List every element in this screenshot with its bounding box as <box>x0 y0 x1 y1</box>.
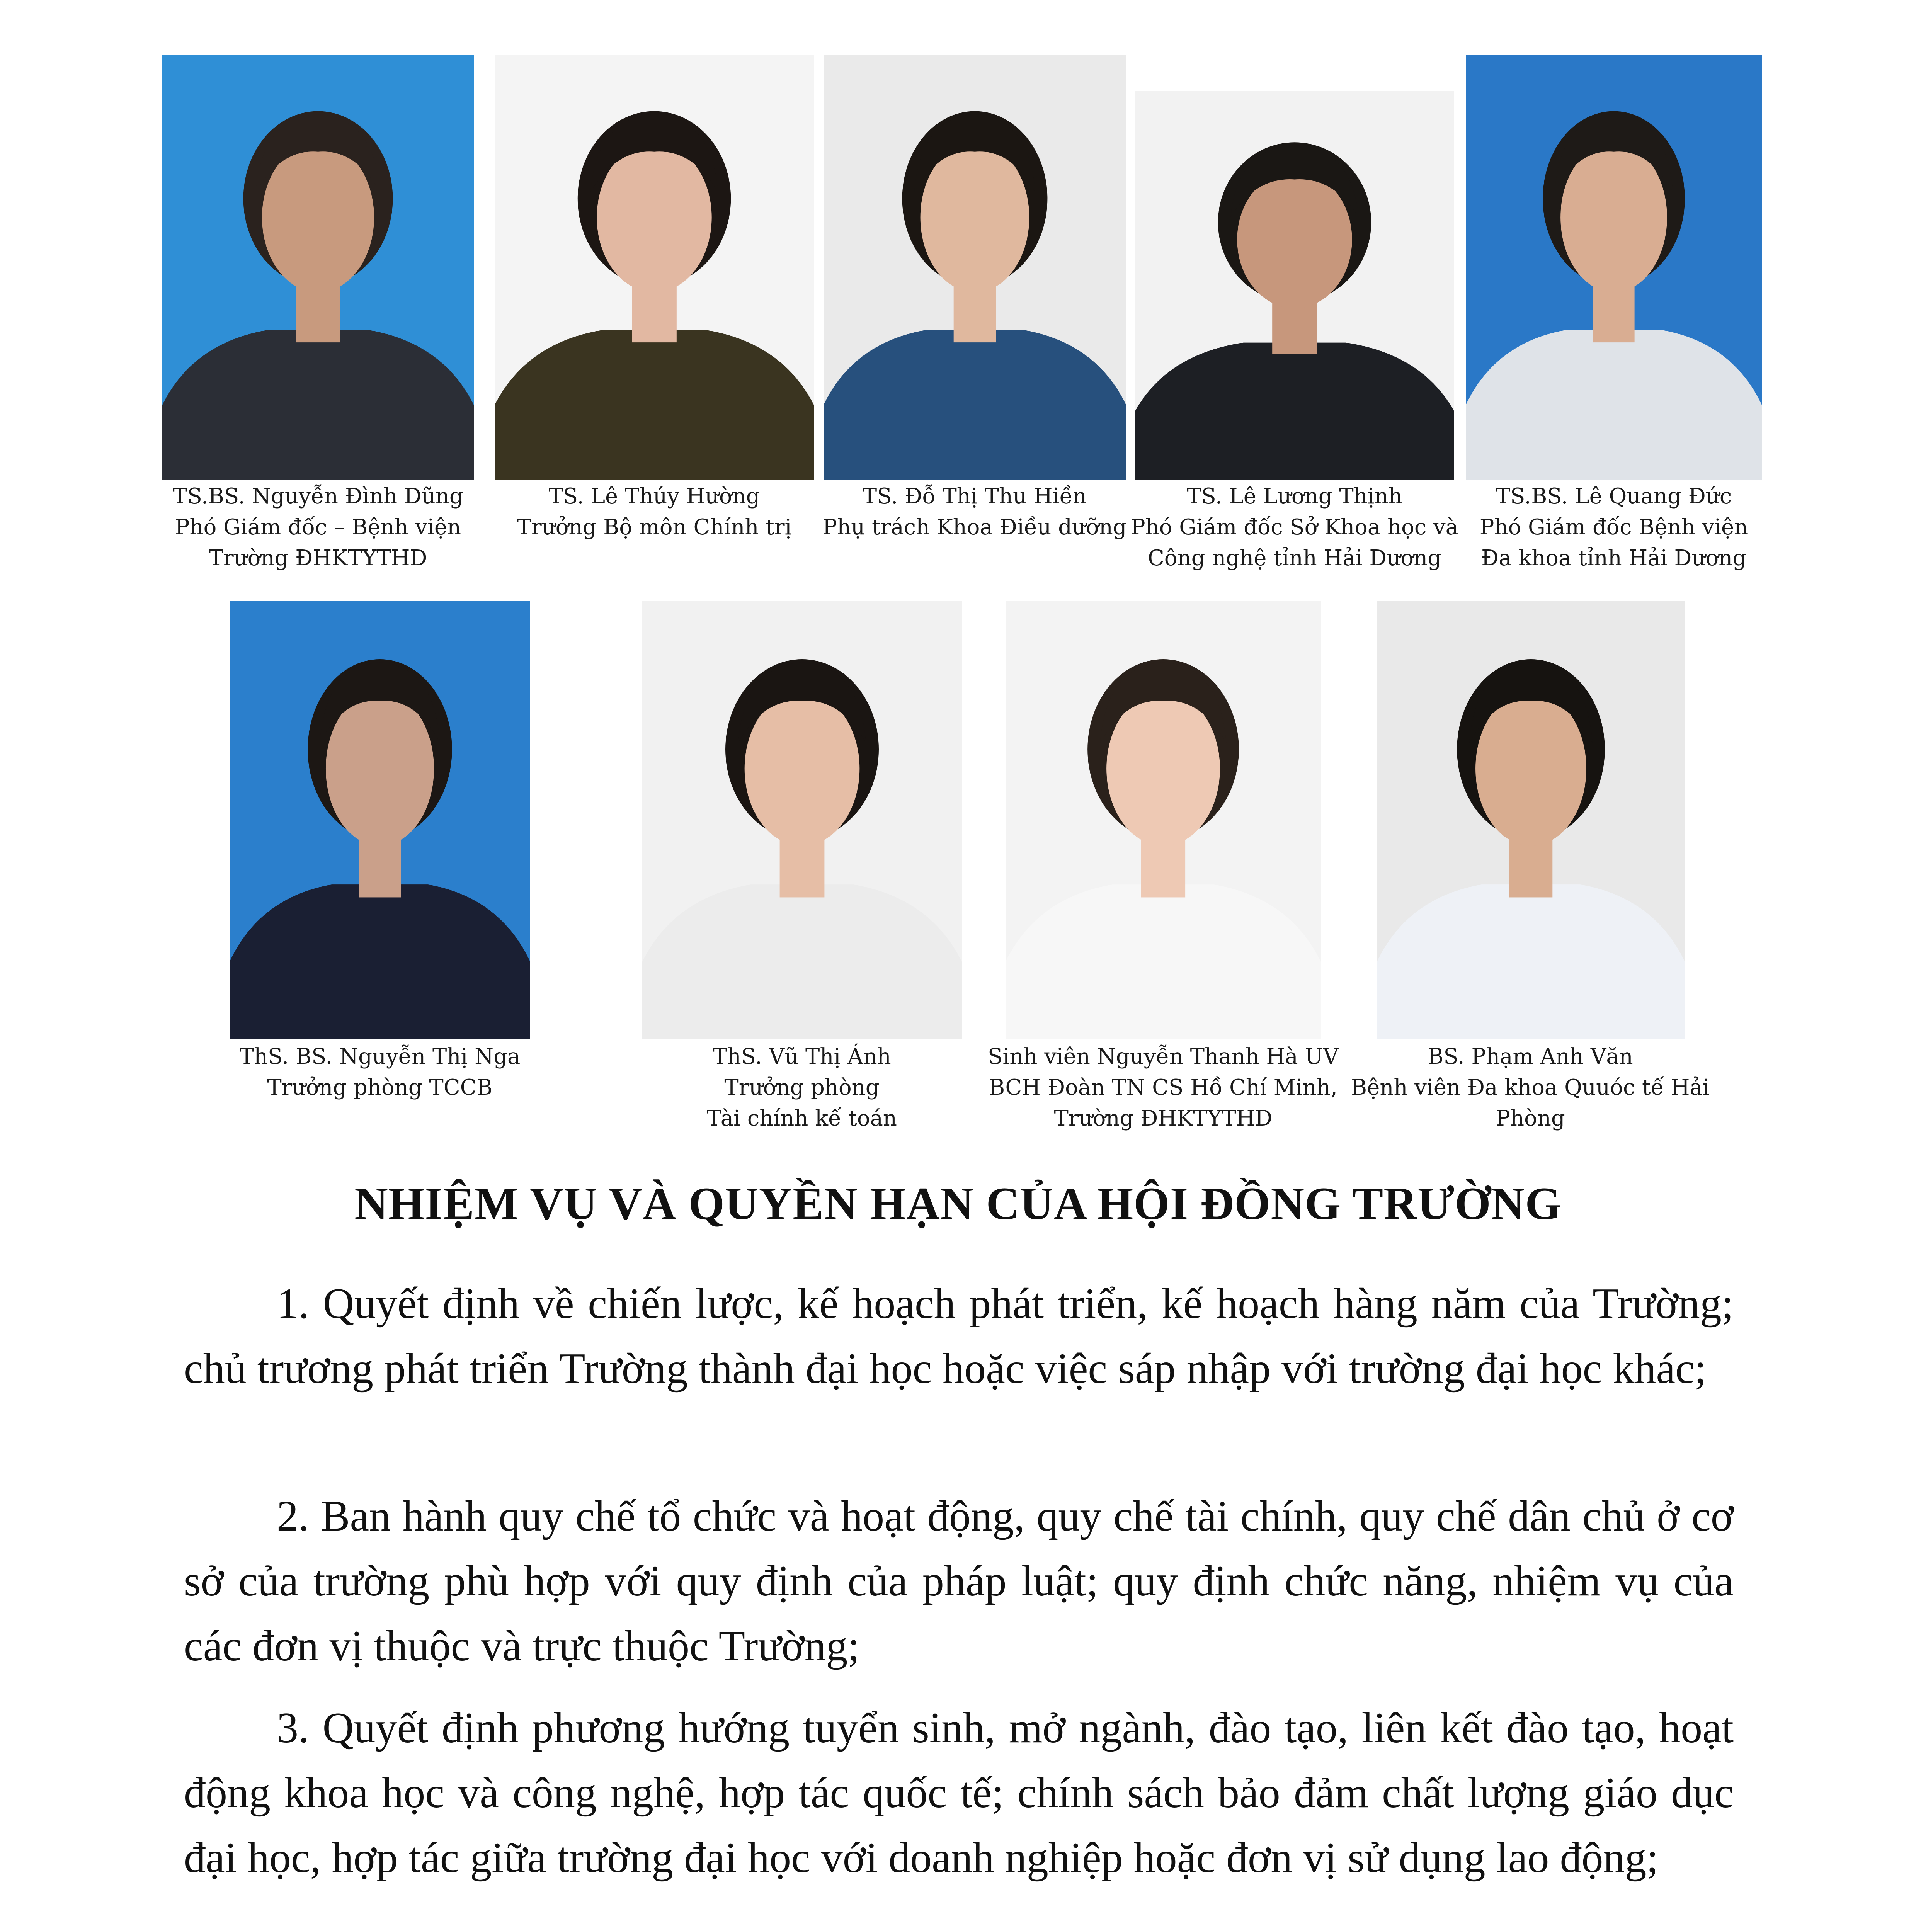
member-title: Phó Giám đốc Sở Khoa học và <box>1130 515 1459 540</box>
duty-paragraph: 2. Ban hành quy chế tổ chức và hoạt động, quy chế tài chính, quy chế dân chủ ở cơ sở của trường phù hợp với quy định của pháp luật; quy định chức năng, nhiệm vụ của các đơn vị thuộc và trực thuộc Trường; <box>184 1492 1734 1670</box>
member-name: TS.BS. Lê Quang Đức <box>1496 484 1732 509</box>
duty-paragraph: 3. Quyết định phương hướng tuyển sinh, mở ngành, đào tạo, liên kết đào tạo, hoạt động khoa học và công nghệ, hợp tác quốc tế; chính sách bảo đảm chất lượng giáo dục đại học, hợp tác giữa trường đại học với doanh nghiệp hoặc đơn vị sử dụng lao động; <box>184 1704 1734 1882</box>
member-photo <box>230 601 530 1039</box>
portrait-image <box>1135 91 1454 480</box>
member-name: TS.BS. Nguyễn Đình Dũng <box>173 484 463 509</box>
member-title: Trưởng phòng TCCB <box>267 1075 493 1100</box>
member-title: Tài chính kế toán <box>707 1106 897 1131</box>
member-title: Phụ trách Khoa Điều dưỡng <box>822 515 1127 540</box>
member-photo <box>1135 91 1454 480</box>
member-name: TS. Lê Thúy Hường <box>548 484 760 509</box>
portrait-image <box>642 601 962 1039</box>
member-photo <box>642 601 962 1039</box>
member-caption <box>609 1041 995 1134</box>
member-name: TS. Đỗ Thị Thu Hiền <box>862 484 1087 509</box>
member-title: Phó Giám đốc – Bệnh viện <box>175 515 461 540</box>
member-caption <box>1421 481 1807 574</box>
member-photo <box>1466 55 1762 480</box>
portrait-image <box>1006 601 1321 1039</box>
portrait-image <box>824 55 1126 480</box>
portrait-image <box>162 55 474 480</box>
member-photo <box>495 55 814 480</box>
member-caption <box>125 481 511 574</box>
member-photo <box>1006 601 1321 1039</box>
member-caption <box>951 1041 1376 1134</box>
portrait-image <box>1377 601 1685 1039</box>
member-photo <box>824 55 1126 480</box>
member-title: Phó Giám đốc Bệnh viện <box>1479 515 1748 540</box>
portrait-image <box>495 55 814 480</box>
member-caption <box>187 1041 573 1103</box>
member-title: Trưởng Bộ môn Chính trị <box>517 515 792 540</box>
member-title: Công nghệ tỉnh Hải Dương <box>1147 546 1442 571</box>
member-title: BCH Đoàn TN CS Hồ Chí Minh, <box>989 1075 1337 1100</box>
member-photo <box>162 55 474 480</box>
member-name: ThS. BS. Nguyễn Thị Nga <box>239 1044 521 1069</box>
member-name: TS. Lê Lương Thịnh <box>1187 484 1402 509</box>
portrait-image <box>1466 55 1762 480</box>
member-title: Trường ĐHKTYTHD <box>209 546 427 571</box>
member-title: Trưởng phòng <box>724 1075 880 1100</box>
member-title: Đa khoa tỉnh Hải Dương <box>1481 546 1747 571</box>
member-title: Trường ĐHKTYTHD <box>1054 1106 1273 1131</box>
member-title: Bệnh viên Đa khoa Quuóc tế Hải <box>1351 1075 1710 1100</box>
portrait-image <box>230 601 530 1039</box>
member-name: BS. Phạm Anh Văn <box>1428 1044 1633 1069</box>
member-name: ThS. Vũ Thị Ánh <box>713 1044 891 1069</box>
member-name: Sinh viên Nguyễn Thanh Hà UV <box>987 1044 1339 1069</box>
member-caption <box>1318 1041 1743 1134</box>
member-title: Phòng <box>1496 1106 1565 1131</box>
duty-paragraph: 1. Quyết định về chiến lược, kế hoạch phát triển, kế hoạch hàng năm của Trường; chủ trương phát triển Trường thành đại học hoặc việc sáp nhập với trường đại học khác; <box>184 1280 1734 1393</box>
member-photo <box>1377 601 1685 1039</box>
section-heading: NHIỆM VỤ VÀ QUYỀN HẠN CỦA HỘI ĐỒNG TRƯỜNG <box>354 1178 1562 1229</box>
